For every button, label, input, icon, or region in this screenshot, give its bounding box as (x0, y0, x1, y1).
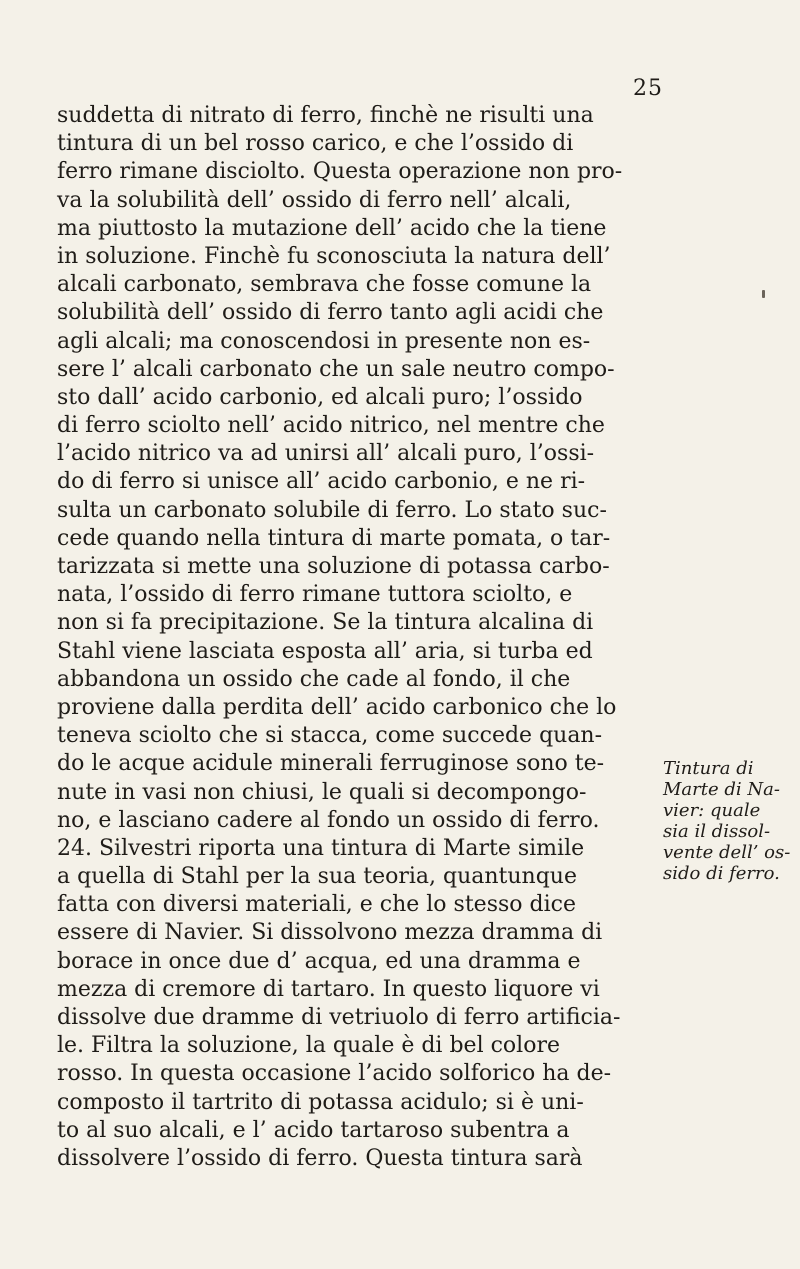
text-line: suddetta di nitrato di ferro, finchè ne risulti una (57, 103, 594, 128)
text-line: sto dall’ acido carbonio, ed alcali puro; l’ossido (57, 384, 583, 410)
marginal-note-line: Marte di Na- (663, 779, 780, 800)
text-line: agli alcali; ma conoscendosi in presente non es- (57, 328, 591, 354)
text-line: borace in once due d’ acqua, ed una dramma e (57, 948, 581, 974)
text-line: nata, l’ossido di ferro rimane tuttora sciolto, e (57, 582, 573, 608)
text-line: in soluzione. Finchè fu sconosciuta la natura dell’ (57, 243, 611, 269)
text-line: proviene dalla perdita dell’ acido carbonico che lo (57, 694, 617, 720)
text-line: tarizzata si mette una soluzione di potassa carbo- (57, 554, 610, 579)
marginal-note-line: sido di ferro. (663, 863, 780, 884)
text-line: Stahl viene lasciata esposta all’ aria, si turba ed (57, 638, 593, 664)
text-line: l’acido nitrico va ad unirsi all’ alcali puro, l’ossi- (57, 441, 595, 467)
marginal-note-line: vier: quale (663, 800, 761, 821)
text-line: a quella di Stahl per la sua teoria, quantunque (57, 864, 577, 890)
text-line: sulta un carbonato solubile di ferro. Lo stato suc- (57, 497, 607, 523)
text-line: essere di Navier. Si dissolvono mezza dramma di (57, 920, 603, 946)
text-line: le. Filtra la soluzione, la quale è di bel colore (57, 1033, 560, 1059)
text-line: sere l’ alcali carbonato che un sale neutro compo- (57, 356, 615, 382)
ink-speck (762, 290, 765, 298)
text-line: dissolve due dramme di vetriuolo di ferro artificia- (57, 1005, 621, 1030)
text-line: ma piuttosto la mutazione dell’ acido che la tiene (57, 215, 607, 241)
text-line: teneva sciolto che si stacca, come succede quan- (57, 723, 603, 749)
marginal-note-line: sia il dissol- (663, 821, 771, 842)
marginal-note-line: Tintura di (663, 758, 754, 779)
text-line: abbandona un ossido che cade al fondo, il che (57, 666, 571, 692)
page-number: 25 (633, 76, 663, 101)
text-line: cede quando nella tintura di marte pomata, o tar- (57, 525, 611, 551)
text-line: solubilità dell’ ossido di ferro tanto agli acidi che (57, 300, 604, 326)
text-line: non si fa precipitazione. Se la tintura alcalina di (57, 610, 594, 636)
text-line: do le acque acidule minerali ferruginose sono te- (57, 751, 605, 777)
text-line: to al suo alcali, e l’ acido tartaroso subentra a (57, 1117, 570, 1143)
text-line: 24. Silvestri riporta una tintura di Marte simile (57, 835, 585, 861)
body-text (57, 102, 652, 1173)
text-line: do di ferro si unisce all’ acido carbonio, e ne ri- (57, 469, 586, 495)
text-line: di ferro sciolto nell’ acido nitrico, nel mentre che (57, 413, 605, 439)
text-line: ferro rimane disciolto. Questa operazione non pro- (57, 159, 623, 185)
text-line: fatta con diversi materiali, e che lo stesso dice (57, 892, 576, 918)
text-line: alcali carbonato, sembrava che fosse comune la (57, 272, 592, 298)
text-line: va la solubilità dell’ ossido di ferro nell’ alcali, (57, 187, 572, 213)
text-line: mezza di cremore di tartaro. In questo liquore vi (57, 976, 600, 1002)
text-line: tintura di un bel rosso carico, e che l’ossido di (57, 131, 574, 157)
text-line: no, e lasciano cadere al fondo un ossido di ferro. (57, 807, 600, 833)
text-line: composto il tartrito di potassa acidulo; si è uni- (57, 1089, 584, 1115)
text-line: rosso. In questa occasione l’acido solforico ha de- (57, 1061, 612, 1087)
marginal-note-line: vente dell’ os- (663, 842, 791, 863)
text-line: nute in vasi non chiusi, le quali si decompongo- (57, 779, 587, 805)
text-line: dissolvere l’ossido di ferro. Questa tintura sarà (57, 1145, 583, 1171)
marginal-note (663, 758, 793, 884)
